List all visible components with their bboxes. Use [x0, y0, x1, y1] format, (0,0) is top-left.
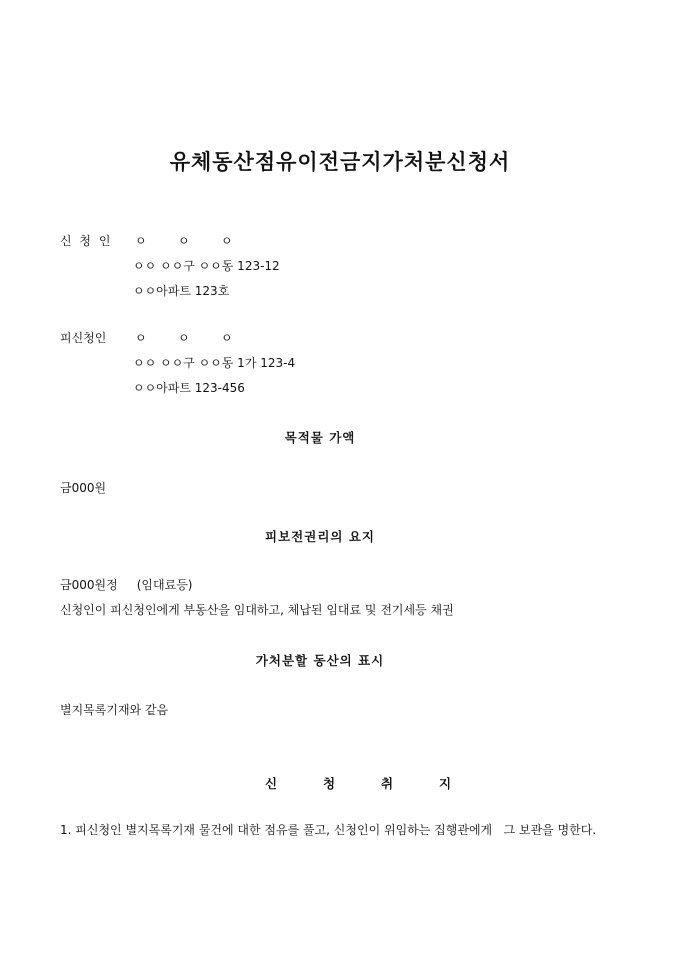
applicant-name-char: ㅇ — [135, 234, 147, 248]
property-text: 별지목록기재와 같음 — [60, 703, 169, 717]
application-heading — [265, 774, 497, 792]
respondent-name-char: ㅇ — [178, 331, 190, 345]
applicant-address-1: ㅇㅇ ㅇㅇ구 ㅇㅇ동 123-12 — [133, 259, 280, 273]
application-item-1 — [60, 818, 630, 843]
respondent-address-1: ㅇㅇ ㅇㅇ구 ㅇㅇ동 1가 123-4 — [133, 356, 296, 370]
application-heading-char: 취 — [381, 776, 394, 791]
document-title: 유체동산점유이전금지가처분신청서 — [169, 149, 511, 174]
applicant-address-2: ㅇㅇ아파트 123호 — [133, 284, 230, 298]
application-heading-char: 지 — [439, 776, 452, 791]
property-heading: 가처분할 동산의 표시 — [255, 653, 385, 668]
applicant-name-char: ㅇ — [178, 234, 190, 248]
preserved-right-line-1: 금000원정 (임대료등) — [60, 578, 193, 592]
preserved-right-heading: 피보전권리의 요지 — [265, 529, 375, 544]
respondent-name-char: ㅇ — [221, 331, 233, 345]
respondent-label: 피신청인 — [60, 331, 107, 345]
object-value-heading: 목적물 가액 — [284, 430, 356, 445]
applicant-label: 신 청 인 — [60, 234, 113, 248]
application-heading-char: 신 — [265, 776, 278, 791]
respondent-name-char: ㅇ — [135, 331, 147, 345]
applicant-name — [135, 232, 264, 249]
respondent-name — [135, 329, 264, 346]
respondent-address-2: ㅇㅇ아파트 123-456 — [133, 381, 245, 395]
preserved-right-line-2: 신청인이 피신청인에게 부동산을 임대하고, 체납된 임대료 및 전기세등 채권 — [60, 603, 454, 617]
applicant-name-char: ㅇ — [221, 234, 233, 248]
object-value-text: 금000원 — [60, 481, 107, 495]
application-heading-char: 청 — [323, 776, 336, 791]
application-item-1-text: 1. 피신청인 별지목록기재 물건에 대한 점유를 풀고, 신청인이 위임하는 집행관에게 그 보관을 명한다. — [60, 823, 597, 837]
